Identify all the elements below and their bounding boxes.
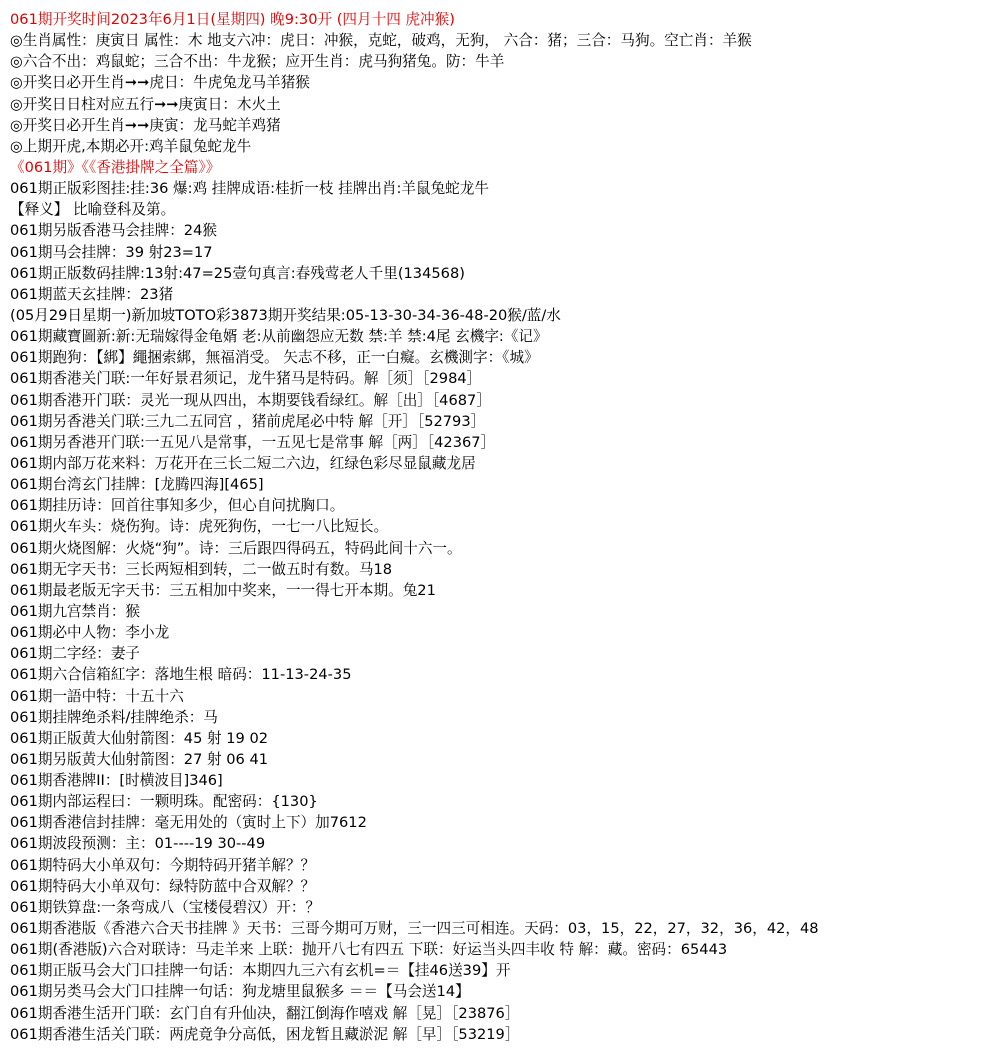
text-line: 061期九宫禁肖：猴 (10, 602, 141, 620)
text-line: 061期香港生活关门联：两虎竟争分高低，困龙暂且藏淤泥 解［早］［53219］ (10, 1025, 520, 1043)
text-line: 061期正版黄大仙射箭图：45 射 19 02 (10, 729, 269, 747)
text-line: 061期香港关门联:一年好景君须记，龙牛猪马是特码。解［须］［2984］ (10, 370, 482, 388)
text-line: 061期二字经：妻子 (10, 645, 141, 663)
text-line: 061期香港生活开门联：玄门自有升仙决，翻江倒海作嘻戏 解［晃］［23876］ (10, 1004, 520, 1022)
text-line: 061期火烧图解：火烧“狗”。诗：三后跟四得码五，特码此间十六一。 (10, 539, 462, 557)
text-line: 061期正版马会大门口挂牌一句话：本期四九三六有玄机=＝【挂46送39】开 (10, 962, 511, 980)
text-line: 061期六合信箱紅字：落地生根 暗码：11-13-24-35 (10, 666, 352, 684)
text-line: ◎上期开虎,本期必开:鸡羊鼠兔蛇龙牛 (10, 137, 252, 155)
text-line: 【释义】 比喻登科及第。 (10, 201, 176, 219)
text-line: 061期特码大小单双句：今期特码开猪羊解？？ (10, 856, 316, 874)
text-line: ◎生肖属性：庚寅日 属性：木 地支六冲：虎日：冲猴，克蛇，破鸡，无狗， 六合：猪；三合：马狗。空亡肖：羊猴 (10, 32, 752, 50)
text-line: 061期正版彩图挂:挂:36 爆:鸡 挂牌成语:桂折一枝 挂牌出肖:羊鼠兔蛇龙牛 (10, 180, 489, 198)
text-line: 061期另版香港马会挂牌：24猴 (10, 222, 217, 240)
text-line: 061期香港版《香港六合天书挂牌 》天书：三哥今期可万财，三一四三可相连。天码：03，15，22，27，32，36，42，48 (10, 920, 819, 938)
text-line: 061期马会挂牌：39 射23=17 (10, 243, 213, 261)
text-line: (05月29日星期一)新加坡TOTO彩3873期开奖结果:05-13-30-34-36-48-20猴/蓝/水 (10, 306, 561, 324)
text-line: 061期香港牌II：[时横波目]346] (10, 772, 223, 790)
text-line: 061期香港开门联：灵光一现从四出，本期要钱看绿红。解［出］［4687］ (10, 391, 491, 409)
text-line: 061期正版数码挂牌:13射:47=25壹句真言:春残莺老人千里(134568) (10, 264, 465, 282)
text-line: 061期台湾玄门挂牌：[龙腾四海][465] (10, 476, 264, 494)
text-line: 061期另版黄大仙射箭图：27 射 06 41 (10, 750, 269, 768)
draw-header-line: 061期开奖时间2023年6月1日(星期四) 晚9:30开 (四月十四 虎冲猴) (10, 11, 455, 28)
text-line: 061期另香港关门联:三九二五同宫 ，猪前虎尾必中特 解［开］［52793］ (10, 412, 486, 430)
text-line: 061期火车头：烧伤狗。诗：虎死狗伤，一七一八比短长。 (10, 518, 389, 536)
text-line: 061期波段预测：主：01----19 30--49 (10, 835, 266, 853)
text-line: ◎开奖日日柱对应五行➞➞庚寅日：木火土 (10, 95, 281, 113)
text-line: 061期必中人物：李小龙 (10, 624, 170, 642)
text-line: 061期蓝天玄挂牌：23猪 (10, 285, 174, 303)
text-line: 061期铁算盘:一条弯成八（宝楼侵碧汉）开：？ (10, 898, 321, 916)
text-line: 061期无字天书：三长两短相到转，二一做五时有数。马18 (10, 560, 393, 578)
text-line: 061期内部万花来料：万花开在三长二短二六边，红绿色彩尽显鼠藏龙居 (10, 454, 476, 472)
section-title-line: 《061期》《《香港掛牌之全篇》》 (10, 158, 221, 176)
text-line: 061期藏寶圖新:新:无瑞嫁得金龟婿 老:从前幽怨应无数 禁:羊 禁:4尾 玄機字:《记》 (10, 328, 548, 346)
text-line: 061期(香港版)六合对联诗：马走羊来 上联：抛开八七有四五 下联：好运当头四丰收 特 解：藏。密码：65443 (10, 941, 728, 959)
text-line: 061期另类马会大门口挂牌一句话：狗龙塘里鼠猴多 ＝＝【马会送14】 (10, 983, 470, 1001)
document-body (10, 9, 995, 1045)
text-line: 061期特码大小单双句：绿特防蓝中合双解？？ (10, 877, 316, 895)
text-line: 061期最老版无字天书：三五相加中奖来，一一得七开本期。兔21 (10, 581, 436, 599)
text-line: ◎六合不出：鸡鼠蛇；三合不出：牛龙猴；应开生肖：虎马狗猪兔。防：牛羊 (10, 53, 505, 71)
text-line: 061期挂牌绝杀料/挂牌绝杀：马 (10, 708, 218, 726)
text-line: 061期内部运程曰：一颗明珠。配密码：{130} (10, 793, 318, 811)
text-line: 061期一語中特：十五十六 (10, 687, 184, 705)
text-line: 061期跑狗：【綁】繩捆索綁，無福消受。 矢志不移，正一白癡。玄機測字：《城》 (10, 349, 539, 367)
text-line: 061期挂历诗：回首往事知多少，但心自问扰胸口。 (10, 497, 345, 515)
text-line: ◎开奖日必开生肖➞➞虎日：牛虎兔龙马羊猪猴 (10, 74, 310, 92)
text-line: ◎开奖日必开生肖➞➞庚寅：龙马蛇羊鸡猪 (10, 116, 281, 134)
text-line: 061期另香港开门联:一五见八是常事，一五见七是常事 解［两］［42367］ (10, 433, 496, 451)
text-line: 061期香港信封挂牌：毫无用处的（寅时上下）加7612 (10, 814, 367, 832)
